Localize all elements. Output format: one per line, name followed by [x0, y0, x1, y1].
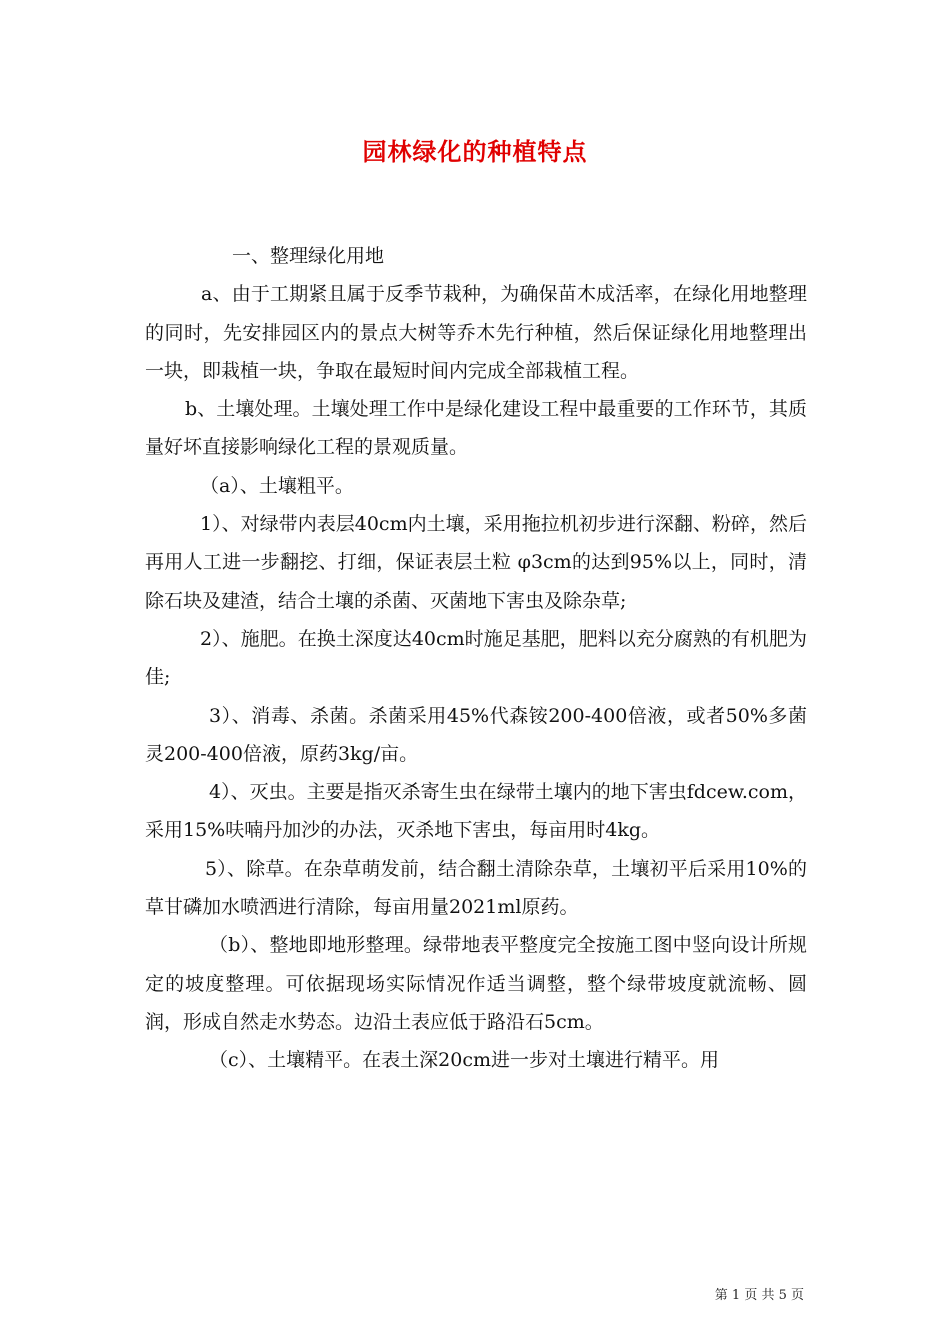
- paragraph: b、土壤处理。土壤处理工作中是绿化建设工程中最重要的工作环节，其质量好坏直接影响绿化工程的景观质量。: [145, 398, 807, 459]
- paragraph: 1）、对绿带内表层40cm内土壤，采用拖拉机初步进行深翻、粉碎，然后再用人工进一步翻挖、打细，保证表层土粒 φ3cm的达到95%以上，同时，清除石块及建渣，结合土壤的杀菌、灭菌地下害虫及除杂草;: [145, 513, 807, 612]
- paragraph: 2）、施肥。在换土深度达40cm时施足基肥，肥料以充分腐熟的有机肥为佳;: [145, 627, 807, 689]
- document-title: 园林绿化的种植特点: [362, 137, 588, 166]
- paragraph: （c）、土壤精平。在表土深20cm进一步对土壤进行精平。用: [209, 1049, 719, 1072]
- paragraph: （b）、整地即地形整理。绿带地表平整度完全按施工图中竖向设计所规定的坡度整理。可依据现场实际情况作适当调整，整个绿带坡度就流畅、圆润，形成自然走水势态。边沿土表应低于路沿石5cm。: [145, 934, 807, 1033]
- paragraph: （a）、土壤粗平。: [200, 474, 354, 497]
- document-body: [145, 237, 807, 1080]
- paragraph: a、由于工期紧且属于反季节栽种，为确保苗木成活率，在绿化用地整理的同时，先安排园区内的景点大树等乔木先行种植，然后保证绿化用地整理出一块，即栽植一块，争取在最短时间内完成全部栽植工程。: [145, 283, 807, 382]
- paragraph: 5）、除草。在杂草萌发前，结合翻土清除杂草，土壤初平后采用10%的草甘磷加水喷洒进行清除，每亩用量2021ml原药。: [145, 857, 807, 919]
- page-number: 第 1 页 共 5 页: [714, 1288, 804, 1303]
- paragraph: 3）、消毒、杀菌。杀菌采用45%代森铵200-400倍液，或者50%多菌灵200-400倍液，原药3kg/亩。: [145, 704, 807, 765]
- section-heading: 一、整理绿化用地: [232, 245, 385, 267]
- paragraph: 4）、灭虫。主要是指灭杀寄生虫在绿带土壤内的地下害虫fdcew.com，采用15%呋喃丹加沙的办法，灭杀地下害虫，每亩用时4kg。: [145, 781, 807, 842]
